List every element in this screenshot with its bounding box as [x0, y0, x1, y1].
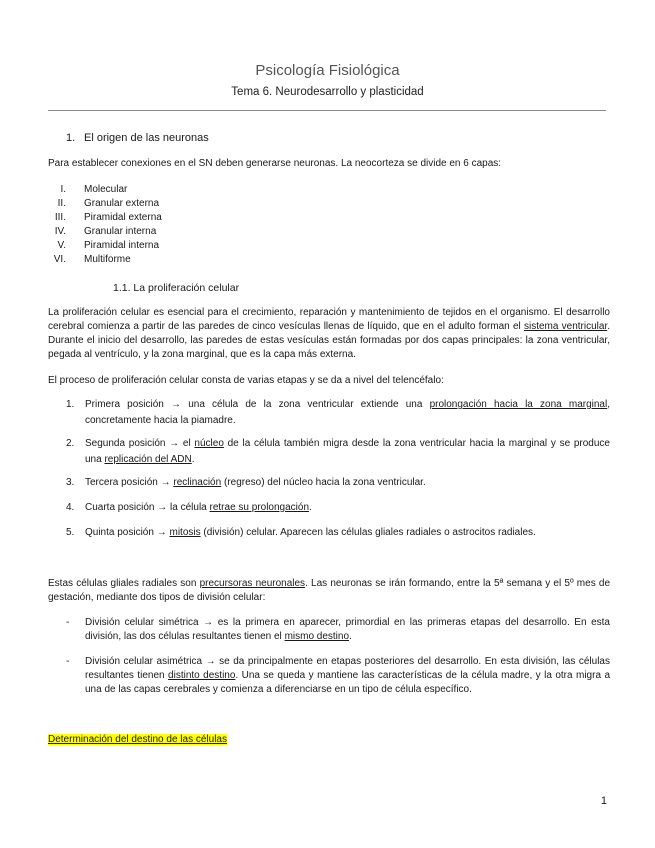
list-item: 5. Quinta posición → mitosis (división) celular. Aparecen las células gliales radiales o astrocitos radiales.	[66, 527, 536, 538]
list-item: IV. Granular interna	[54, 226, 157, 237]
process-paragraph: El proceso de proliferación celular consta de varias etapas y se da a nivel del telencéfalo:	[48, 375, 444, 386]
term-sistema-ventricular: sistema ventricular	[523, 321, 608, 332]
section-heading-1	[66, 132, 209, 144]
document-subtitle: Tema 6. Neurodesarrollo y plasticidad	[231, 86, 424, 98]
section-title: El origen de las neuronas	[84, 132, 209, 144]
proliferation-paragraph: La proliferación celular es esencial para el crecimiento, reparación y mantenimiento de tejidos en el organismo. El desarrollo cerebral comienza a partir de las paredes de cinco vesículas llenas de líquido, que en el adulto forman el sistema ventricular. Durante el inicio del desarrollo, las paredes de estas vesículas están formadas por dos capas principales: la zona ventricular, pegada al ventrículo, y la zona marginal, que es la capa más externa.	[48, 307, 611, 360]
list-item: - División celular asimétrica → se da principalmente en etapas posteriores del desarrollo. En esta división, las células resultantes tienen distinto destino. Una se queda y mantiene las características de la célula madre, y la otra migra a una de las capas cerebrales y comienza a diferenciarse en un tipo de célula específico.	[66, 656, 611, 695]
list-item: V. Piramidal interna	[57, 240, 160, 251]
list-item: III. Piramidal externa	[54, 212, 162, 223]
list-item: I. Molecular	[60, 184, 128, 195]
header-divider	[48, 110, 606, 111]
highlighted-heading: Determinación del destino de las células	[48, 734, 227, 745]
layers-list	[48, 183, 248, 267]
document-title: Psicología Fisiológica	[255, 62, 400, 79]
intro-paragraph: Para establecer conexiones en el SN deben generarse neuronas. La neocorteza se divide en 6 capas:	[48, 158, 502, 169]
term-precursoras-neuronales: precursoras neuronales	[199, 578, 306, 589]
section-number: 1.	[66, 132, 76, 144]
glial-paragraph: Estas células gliales radiales son precursoras neuronales. Las neuronas se irán formando, entre la 5ª semana y el 5º mes de gestación, mediante dos tipos de división celular:	[48, 578, 611, 603]
list-item: II. Granular externa	[57, 198, 160, 209]
list-item: 4. Cuarta posición → la célula retrae su prolongación.	[66, 502, 312, 513]
subsection-heading: 1.1. La proliferación celular	[113, 282, 240, 294]
list-item: - División celular simétrica → es la primera en aparecer, primordial en las primeras etapas del desarrollo. En esta división, las dos células resultantes tienen el mismo destino.	[66, 617, 610, 642]
list-item: 3. Tercera posición → reclinación (regreso) del núcleo hacia la zona ventricular.	[66, 477, 426, 488]
list-item: 1. Primera posición → una célula de la zona ventricular extiende una prolongación hacia la zona marginal, concretamente hacia la piamadre.	[66, 399, 611, 426]
page-number: 1	[600, 795, 607, 807]
list-item: VI. Multiforme	[53, 254, 131, 265]
list-item: 2. Segunda posición → el núcleo de la célula también migra desde la zona ventricular hacia la marginal y se produce una replicación del ADN.	[66, 438, 610, 465]
